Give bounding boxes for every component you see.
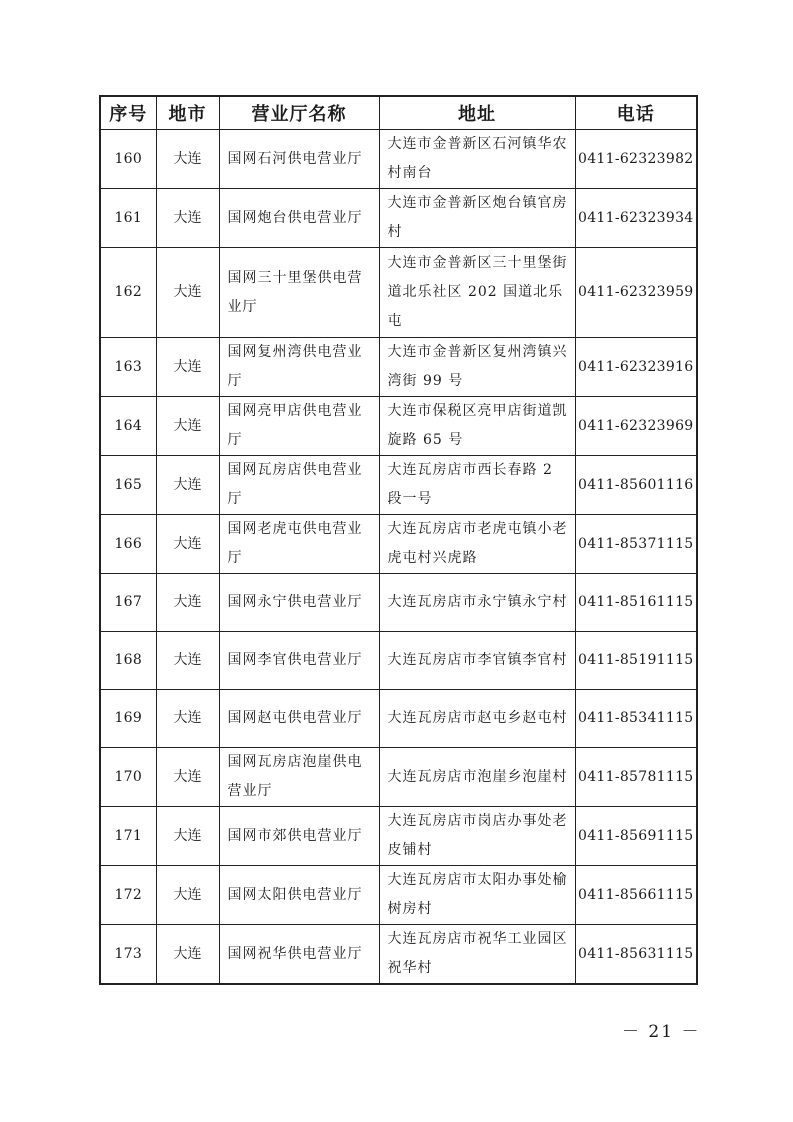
- cell-address: 大连瓦房店市老虎屯镇小老虎屯村兴虎路: [379, 515, 575, 574]
- table-row: [100, 189, 697, 248]
- table-row: [100, 748, 697, 807]
- cell-address: 大连瓦房店市永宁镇永宁村: [379, 574, 575, 632]
- cell-phone: 0411-85191115: [575, 632, 697, 690]
- table-row: [100, 574, 697, 632]
- cell-serial-number: 160: [100, 130, 156, 189]
- cell-serial-number: 162: [100, 248, 156, 338]
- cell-serial-number: 172: [100, 866, 156, 925]
- cell-serial-number: 165: [100, 456, 156, 515]
- cell-phone: 0411-62323916: [575, 338, 697, 397]
- table-body: [100, 130, 697, 985]
- cell-city: 大连: [156, 515, 219, 574]
- cell-hall-name: 国网市郊供电营业厅: [219, 807, 379, 866]
- table-row: [100, 690, 697, 748]
- page-number: － 21 －: [622, 1022, 701, 1042]
- header-phone: 电话: [575, 96, 697, 130]
- table-row: [100, 338, 697, 397]
- cell-city: 大连: [156, 338, 219, 397]
- cell-serial-number: 161: [100, 189, 156, 248]
- cell-phone: 0411-62323959: [575, 248, 697, 338]
- cell-city: 大连: [156, 632, 219, 690]
- cell-serial-number: 169: [100, 690, 156, 748]
- cell-phone: 0411-85341115: [575, 690, 697, 748]
- service-hall-table: [99, 95, 698, 985]
- table-row: [100, 456, 697, 515]
- cell-hall-name: 国网祝华供电营业厅: [219, 925, 379, 985]
- header-serial-number: 序号: [100, 96, 156, 130]
- cell-city: 大连: [156, 189, 219, 248]
- cell-address: 大连瓦房店市太阳办事处榆树房村: [379, 866, 575, 925]
- table-row: [100, 866, 697, 925]
- cell-serial-number: 166: [100, 515, 156, 574]
- cell-hall-name: 国网瓦房店泡崖供电营业厅: [219, 748, 379, 807]
- table-row: [100, 130, 697, 189]
- header-city: 地市: [156, 96, 219, 130]
- cell-phone: 0411-85161115: [575, 574, 697, 632]
- cell-serial-number: 171: [100, 807, 156, 866]
- cell-phone: 0411-85601116: [575, 456, 697, 515]
- cell-hall-name: 国网太阳供电营业厅: [219, 866, 379, 925]
- cell-hall-name: 国网老虎屯供电营业厅: [219, 515, 379, 574]
- cell-address: 大连瓦房店市祝华工业园区祝华村: [379, 925, 575, 985]
- cell-hall-name: 国网亮甲店供电营业厅: [219, 397, 379, 456]
- cell-serial-number: 173: [100, 925, 156, 985]
- cell-city: 大连: [156, 456, 219, 515]
- cell-phone: 0411-62323934: [575, 189, 697, 248]
- cell-city: 大连: [156, 397, 219, 456]
- cell-phone: 0411-62323969: [575, 397, 697, 456]
- cell-hall-name: 国网瓦房店供电营业厅: [219, 456, 379, 515]
- cell-city: 大连: [156, 748, 219, 807]
- cell-hall-name: 国网炮台供电营业厅: [219, 189, 379, 248]
- cell-address: 大连市金普新区复州湾镇兴湾街 99 号: [379, 338, 575, 397]
- cell-city: 大连: [156, 690, 219, 748]
- cell-city: 大连: [156, 130, 219, 189]
- cell-serial-number: 164: [100, 397, 156, 456]
- cell-hall-name: 国网李官供电营业厅: [219, 632, 379, 690]
- cell-city: 大连: [156, 574, 219, 632]
- cell-phone: 0411-85781115: [575, 748, 697, 807]
- cell-phone: 0411-85371115: [575, 515, 697, 574]
- table-row: [100, 807, 697, 866]
- table-header-row: [100, 96, 697, 130]
- table-row: [100, 397, 697, 456]
- service-hall-table-container: [99, 95, 696, 985]
- cell-hall-name: 国网复州湾供电营业厅: [219, 338, 379, 397]
- cell-city: 大连: [156, 925, 219, 985]
- cell-address: 大连瓦房店市岗店办事处老皮铺村: [379, 807, 575, 866]
- cell-hall-name: 国网永宁供电营业厅: [219, 574, 379, 632]
- cell-hall-name: 国网石河供电营业厅: [219, 130, 379, 189]
- table-row: [100, 248, 697, 338]
- cell-hall-name: 国网赵屯供电营业厅: [219, 690, 379, 748]
- header-address: 地址: [379, 96, 575, 130]
- cell-hall-name: 国网三十里堡供电营业厅: [219, 248, 379, 338]
- cell-address: 大连市金普新区炮台镇官房村: [379, 189, 575, 248]
- cell-address: 大连瓦房店市李官镇李官村: [379, 632, 575, 690]
- header-hall-name: 营业厅名称: [219, 96, 379, 130]
- table-row: [100, 632, 697, 690]
- cell-serial-number: 163: [100, 338, 156, 397]
- cell-serial-number: 170: [100, 748, 156, 807]
- cell-city: 大连: [156, 807, 219, 866]
- cell-phone: 0411-85661115: [575, 866, 697, 925]
- cell-address: 大连瓦房店市西长春路 2 段一号: [379, 456, 575, 515]
- cell-address: 大连瓦房店市赵屯乡赵屯村: [379, 690, 575, 748]
- cell-phone: 0411-85691115: [575, 807, 697, 866]
- cell-phone: 0411-62323982: [575, 130, 697, 189]
- cell-address: 大连市保税区亮甲店街道凯旋路 65 号: [379, 397, 575, 456]
- cell-serial-number: 168: [100, 632, 156, 690]
- cell-address: 大连市金普新区三十里堡街道北乐社区 202 国道北乐屯: [379, 248, 575, 338]
- cell-address: 大连瓦房店市泡崖乡泡崖村: [379, 748, 575, 807]
- cell-city: 大连: [156, 248, 219, 338]
- cell-address: 大连市金普新区石河镇华农村南台: [379, 130, 575, 189]
- cell-city: 大连: [156, 866, 219, 925]
- cell-phone: 0411-85631115: [575, 925, 697, 985]
- table-row: [100, 925, 697, 985]
- table-row: [100, 515, 697, 574]
- cell-serial-number: 167: [100, 574, 156, 632]
